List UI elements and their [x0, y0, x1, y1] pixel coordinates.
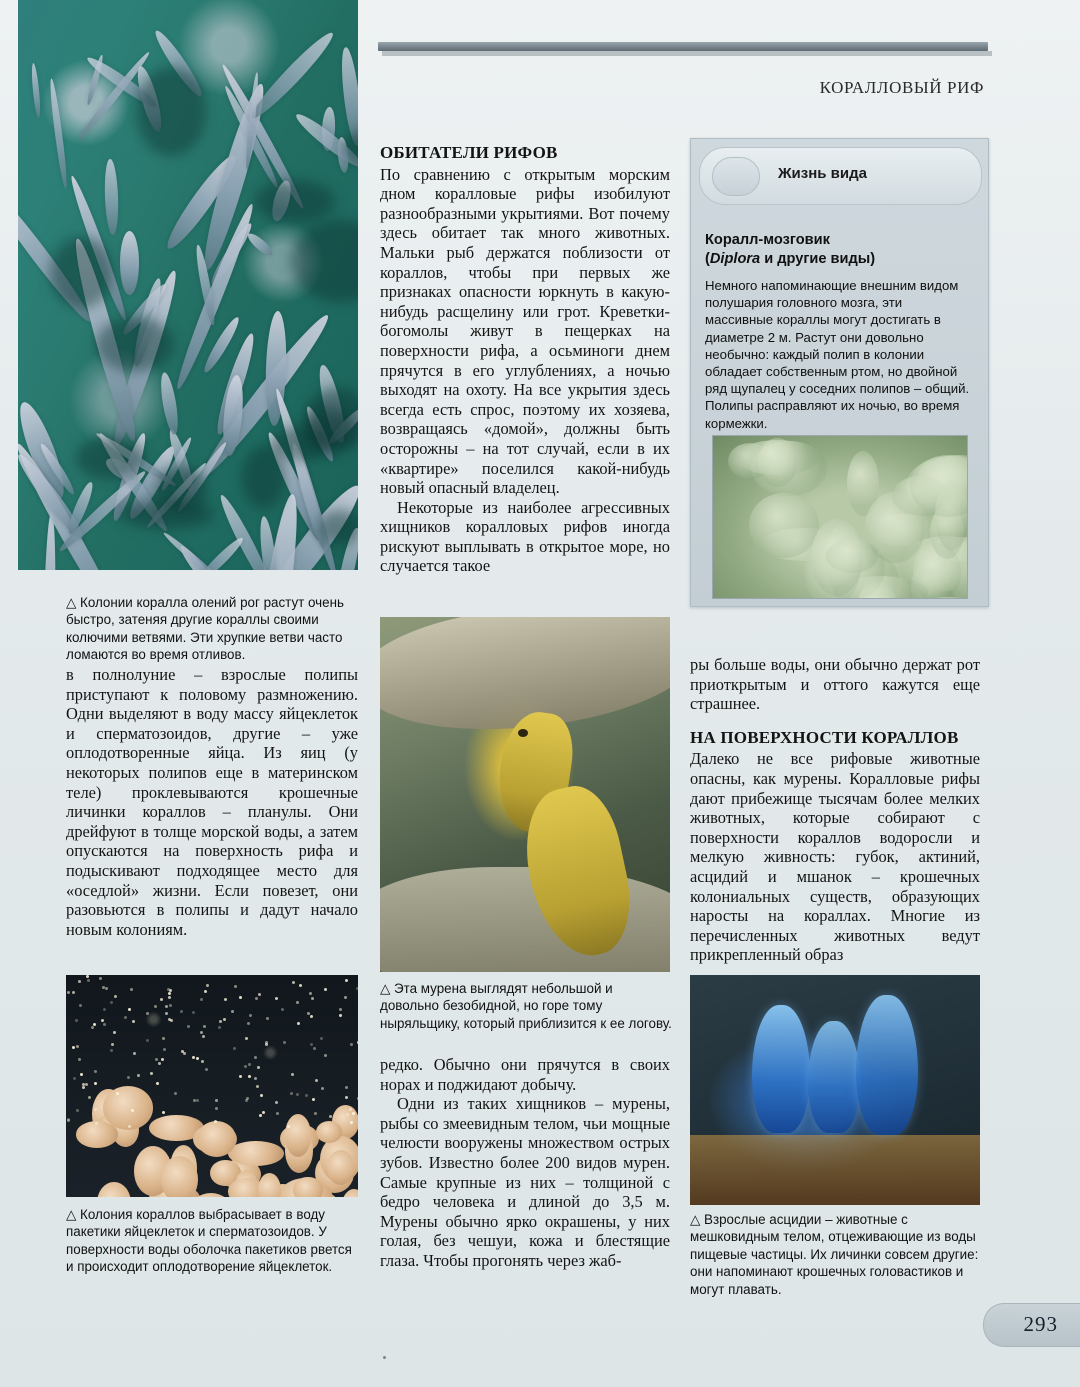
tunicate-shape: [808, 1021, 860, 1133]
species-name: [705, 231, 975, 269]
middle-column-top: [380, 143, 670, 576]
species-description: Немного напоминающие внешним видом полушария головного мозга, эти массивные кораллы могут достигать в диаметре 2 м. Растут они довольно необычно: каждый полип в колонии обладает собственным ртом, но двойной ряд щупалец у соседних полипов – общий. Полипы расправляют их ночью, во время кормежки.: [705, 278, 970, 431]
species-panel-header: [699, 147, 982, 205]
moray-eel-photo: [380, 617, 670, 972]
header-rule: [378, 42, 988, 51]
caption-coral-spawning: △ Колония кораллов выбрасывает в воду пакетики яйцеклеток и сперматозоидов. У поверхности воды оболочка пакетиков рвется и происходит оплодотворение яйцеклеток.: [66, 1207, 352, 1275]
species-panel-title: Жизнь вида: [778, 165, 867, 182]
caption-moray-eel: △ Эта мурена выглядят небольшой и довольно безобидной, но горе тому ныряльщику, который приблизится к ее логову.: [380, 981, 672, 1031]
coral-spawning-photo: [66, 975, 358, 1197]
tunicate-shape: [752, 1005, 810, 1133]
paragraph: Далеко не все рифовые животные опасны, как мурены. Коралловые рифы дают прибежище тысячам более мелких животных, которые собирают с поверхности кораллов водоросли и мелкую живность: губок, актиний, асцидий и мшанок – крошечных колониальных существ, образующих наросты на кораллах. Многие из перечисленных животных ведут прикрепленный образ: [690, 749, 980, 965]
paragraph: редко. Обычно они прячутся в своих норах и поджидают добычу.: [380, 1055, 670, 1094]
paragraph: Некоторые из наиболее агрессивных хищников коралловых рифов иногда рискуют выплывать в открытое море, но случается такое: [380, 497, 670, 576]
brain-coral-photo-frame: [712, 435, 968, 599]
ascidian-photo: [690, 975, 980, 1205]
right-column-text: [690, 655, 980, 965]
paragraph: ры больше воды, они обычно держат рот приоткрытым и оттого кажутся еще страшнее.: [690, 655, 980, 714]
species-latin-name: [705, 250, 975, 269]
middle-column-bottom: [380, 1055, 670, 1271]
tunicate-shape: [856, 995, 918, 1135]
paragraph: в полнолуние – взрослые полипы приступают к половому размножению. Одни выделяют в воду массу яйцеклеток и сперматозоидов, другие – уже оплодотворенные яйца. Из яиц (у некоторых полипов еще в материнском теле) проклевываются крошечные личинки кораллов – планулы. Они дрейфуют в толще морской воды, а затем опускаются на поверхность рифа и подыскивают подходящее место для «оседлой» жизни. Если повезет, они разовьются в полипы и дадут начало новым колониям.: [66, 665, 358, 939]
running-head: КОРАЛЛОВЫЙ РИФ: [819, 78, 984, 97]
paragraph: По сравнению с открытым морским дном коралловые рифы изобилуют разнообразными укрытиями. Вот почему здесь обитает так много животных. Мальки рыб держатся поблизости от кораллов, чтобы при первых же признаках опасности юркнуть в какую-нибудь расщелину или грот. Креветки-богомолы живут в пещерках на поверхности рифа, а осьминоги днем прячутся в его углублениях, а ночью выходят на охоту. На все укрытия здесь всегда есть спрос, поэтому их хозяева, возвращаясь «домой», должны быть осторожны – на тот случай, если в их «квартире» поселился какой-нибудь новый опасный владелец.: [380, 164, 670, 498]
section-heading-on-coral-surface: НА ПОВЕРХНОСТИ КОРАЛЛОВ: [690, 727, 959, 747]
bottom-marker-dot: [383, 1356, 386, 1359]
latin-rest: и другие виды): [760, 251, 876, 267]
reef-base-layer: [690, 1135, 980, 1205]
brain-coral-photo: [713, 436, 967, 598]
caption-ascidian: △ Взрослые асцидии – животные с мешковидным телом, отцеживающие из воды пищевые частицы. Их личинки совсем другие: они напоминают крошечных головастиков и могут плавать.: [690, 1212, 979, 1297]
species-info-panel: [690, 138, 989, 607]
paren-open: (: [705, 251, 710, 267]
page-number: 293: [1023, 1312, 1058, 1336]
section-heading-reef-dwellers: ОБИТАТЕЛИ РИФОВ: [380, 143, 558, 162]
paragraph: Одни из таких хищников – мурены, рыбы со змеевидным телом, чьи мощные челюсти вооружены множеством острых зубов. Известно более 200 видов мурен. Самые крупные из них – толщиной с бедро человека и длиной до 3,5 м. Мурены обычно ярко окрашены, у них голая, без чешуи, кожа и блестящие глаза. Чтобы прогонять через жаб-: [380, 1094, 670, 1270]
latin-genus: Diplora: [709, 251, 761, 267]
left-column-text: [66, 665, 358, 939]
species-common-name: Коралл-мозговик: [705, 232, 830, 248]
coral-colony-photo: [18, 0, 358, 570]
panel-badge-icon: [712, 157, 760, 196]
caption-coral-colony: △ Колонии коралла олений рог растут очень быстро, затеняя другие кораллы своими колючими ветвями. Эти хрупкие ветви часто ломаются во время отливов.: [66, 595, 344, 663]
